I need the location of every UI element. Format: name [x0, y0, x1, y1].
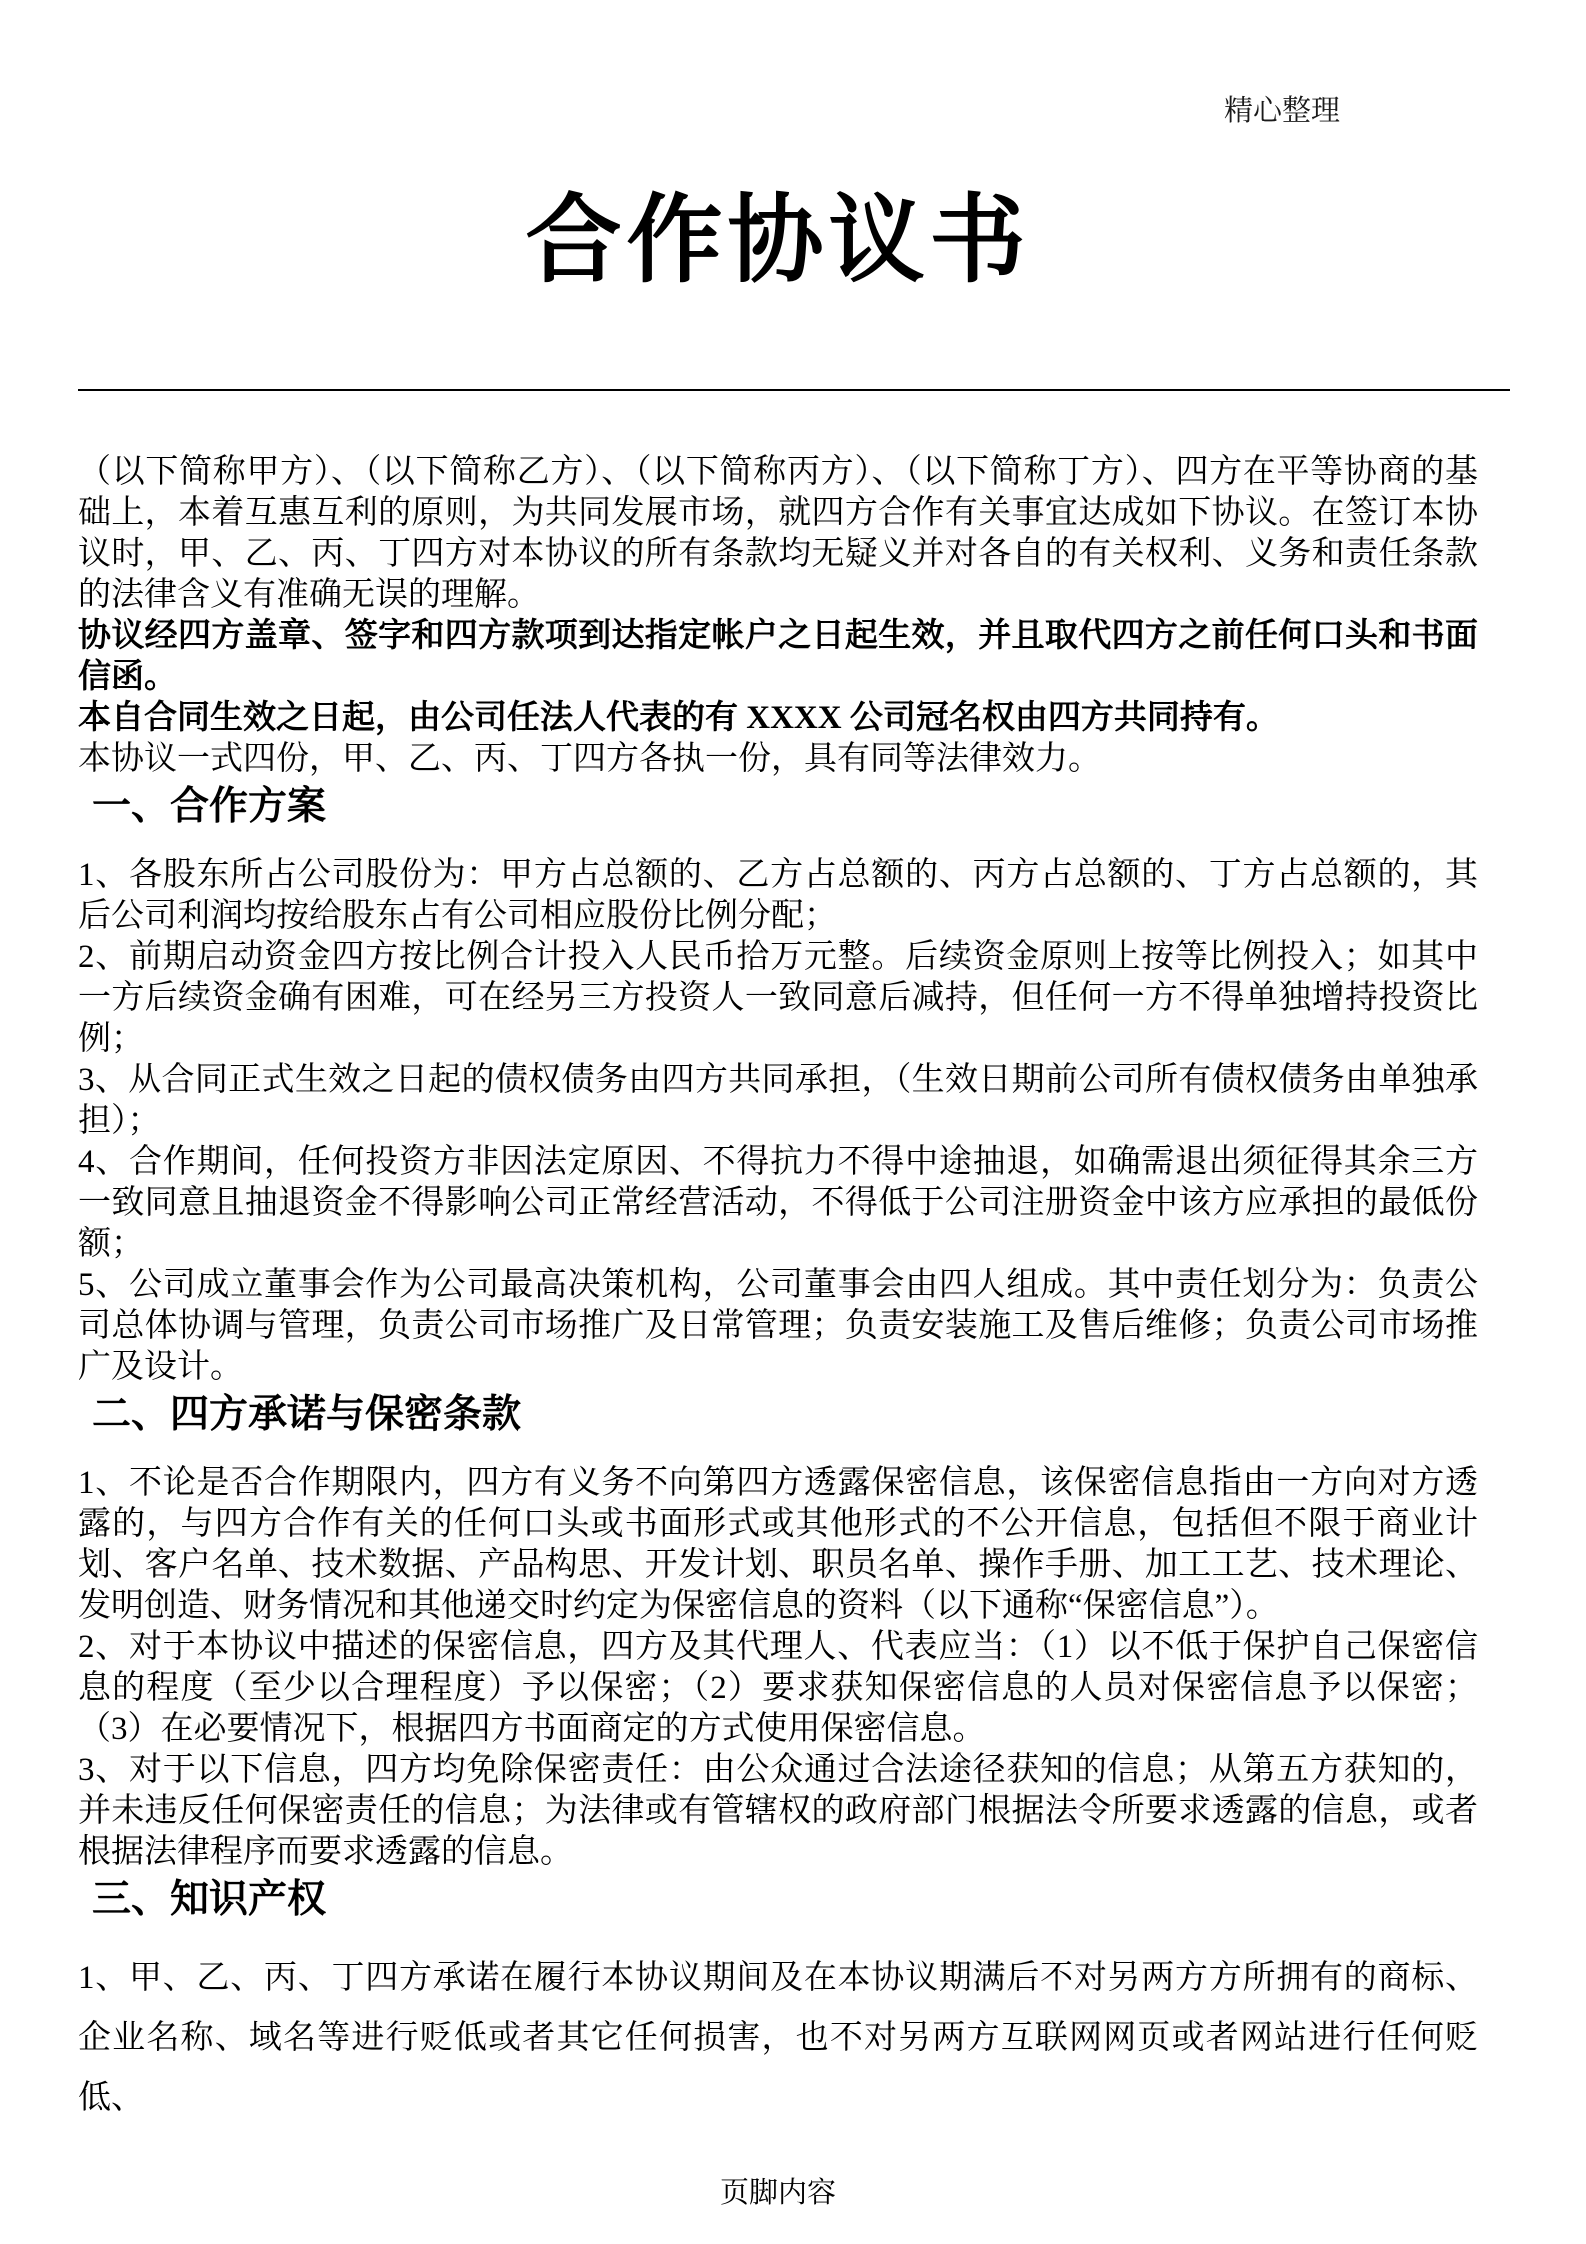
intro-paragraph-4: 本协议一式四份，甲、乙、丙、丁四方各执一份，具有同等法律效力。 — [78, 741, 1101, 777]
section-1-item-3: 3、从合同正式生效之日起的债权债务由四方共同承担，（生效日期前公司所有债权债务由单独承担）； — [78, 1062, 1478, 1139]
section-1-heading: 一、合作方案 — [92, 785, 327, 828]
title-divider — [78, 389, 1510, 391]
section-1-item-4: 4、合作期间，任何投资方非因法定原因、不得抗力不得中途抽退，如确需退出须征得其余三方一致同意且抽退资金不得影响公司正常经营活动，不得低于公司注册资金中该方应承担的最低份额； — [78, 1144, 1478, 1262]
intro-paragraph-3: 本自合同生效之日起，由公司任法人代表的有 XXXX 公司冠名权由四方共同持有。 — [78, 700, 1279, 736]
section-2-heading: 二、四方承诺与保密条款 — [92, 1393, 522, 1436]
section-1-item-5: 5、公司成立董事会作为公司最高决策机构，公司董事会由四人组成。其中责任划分为：负责公司总体协调与管理，负责公司市场推广及日常管理；负责安装施工及售后维修；负责公司市场推广及设计。 — [78, 1267, 1478, 1385]
page-title: 合作协议书 — [525, 187, 1031, 294]
section-3-heading: 三、知识产权 — [92, 1878, 327, 1921]
section-2-item-1: 1、不论是否合作期限内，四方有义务不向第四方透露保密信息，该保密信息指由一方向对方透露的，与四方合作有关的任何口头或书面形式或其他形式的不公开信息，包括但不限于商业计划、客户名单、技术数据、产品构思、开发计划、职员名单、操作手册、加工工艺、技术理论、发明创造、财务情况和其他递交时约定为保密信息的资料（以下通称“保密信息”）。 — [78, 1465, 1478, 1624]
section-2-item-2: 2、对于本协议中描述的保密信息，四方及其代理人、代表应当：（1）以不低于保护自己保密信息的程度（至少以合理程度）予以保密；（2）要求获知保密信息的人员对保密信息予以保密；（3）在必要情况下，根据四方书面商定的方式使用保密信息。 — [78, 1629, 1478, 1747]
section-1-item-1: 1、各股东所占公司股份为：甲方占总额的、乙方占总额的、丙方占总额的、丁方占总额的，其后公司利润均按给股东占有公司相应股份比例分配； — [78, 857, 1478, 934]
page-footer: 页脚内容 — [719, 2177, 836, 2209]
section-3-item-1: 1、甲、乙、丙、丁四方承诺在履行本协议期间及在本协议期满后不对另两方方所拥有的商标、企业名称、域名等进行贬低或者其它任何损害，也不对另两方互联网网页或者网站进行任何贬低、 — [78, 1960, 1478, 2116]
intro-paragraph-2: 协议经四方盖章、签字和四方款项到达指定帐户之日起生效，并且取代四方之前任何口头和书面信函。 — [78, 618, 1478, 695]
header-note: 精心整理 — [1223, 95, 1340, 127]
section-1-item-2: 2、前期启动资金四方按比例合计投入人民币拾万元整。后续资金原则上按等比例投入；如其中一方后续资金确有困难，可在经另三方投资人一致同意后减持，但任何一方不得单独增持投资比例； — [78, 939, 1478, 1057]
intro-paragraph-1: （以下简称甲方）、（以下简称乙方）、（以下简称丙方）、（以下简称丁方）、四方在平等协商的基础上，本着互惠互利的原则，为共同发展市场，就四方合作有关事宜达成如下协议。在签订本协议时，甲、乙、丙、丁四方对本协议的所有条款均无疑义并对各自的有关权利、义务和责任条款的法律含义有准确无误的理解。 — [78, 454, 1478, 613]
section-2-item-3: 3、对于以下信息，四方均免除保密责任：由公众通过合法途径获知的信息；从第五方获知的，并未违反任何保密责任的信息；为法律或有管辖权的政府部门根据法令所要求透露的信息，或者根据法律程序而要求透露的信息。 — [78, 1752, 1478, 1870]
